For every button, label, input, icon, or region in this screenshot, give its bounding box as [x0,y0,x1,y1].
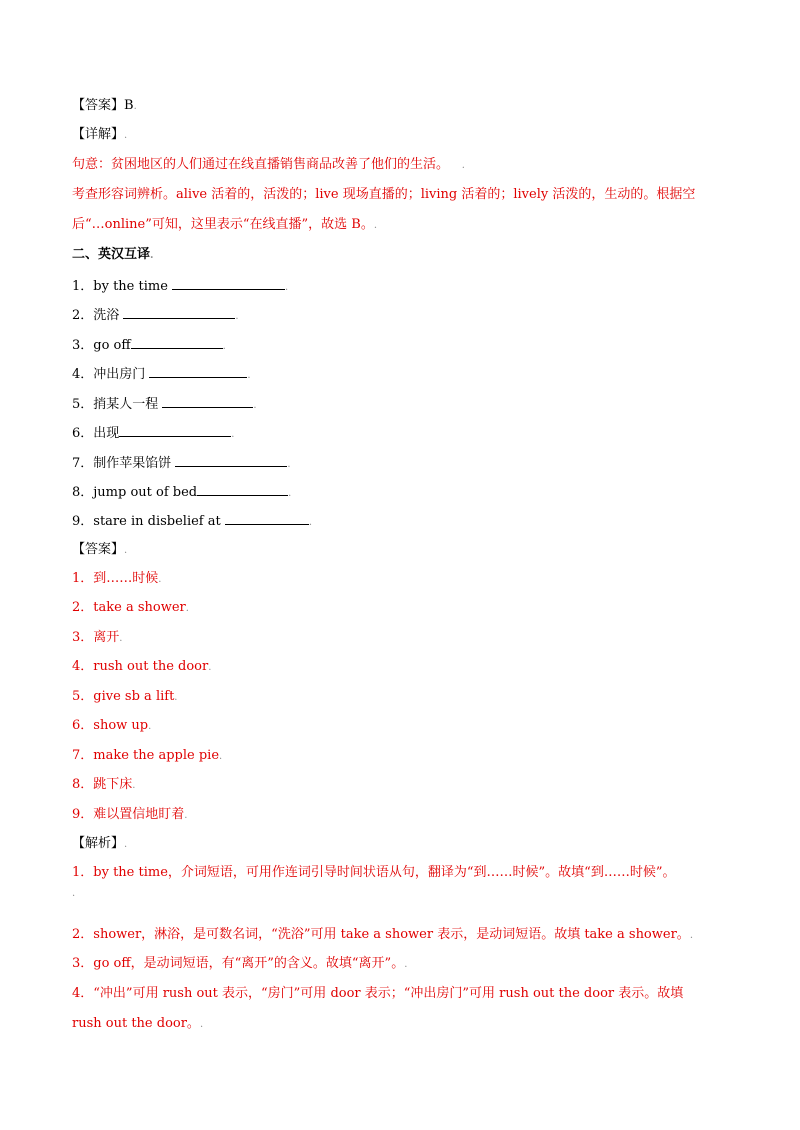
answer-item: 7．make the apple pie. [72,748,223,763]
answer-item: 3．离开. [72,630,123,645]
question-item: 1．by the time . [72,276,288,297]
explain-4-line-1: 4．“冲出”可用 rush out 表示，“房门”可用 door 表示；“冲出房门”可用 rush out the door 表示。故填 [72,986,684,1001]
answer-blank [131,335,223,349]
answer-blank [162,394,253,408]
answer-item: 9．难以置信地盯着. [72,807,188,822]
answer-blank [149,364,247,378]
analysis-line-2: 后“…online”可知，这里表示“在线直播”，故选 B。. [72,217,378,232]
answer-blank [172,276,285,290]
question-item: 7．制作苹果馅饼 . [72,453,291,474]
paragraph-mark: . [373,220,378,231]
question-item: 4．冲出房门 . [72,364,251,385]
explain-2: 2．shower，淋浴，是可数名词，“洗浴”可用 take a shower 表示，是动词短语。故填 take a shower。. [72,927,693,942]
question-item: 8．jump out of bed . [72,482,291,503]
paragraph-mark: . [124,545,128,556]
question-item: 3．go off . [72,335,226,356]
paragraph-mark: . [124,839,128,850]
answer-item: 4．rush out the door. [72,659,212,674]
explain-3: 3．go off，是动词短语，有“离开”的含义。故填“离开”。. [72,956,408,971]
paragraph-mark: . [150,250,154,261]
answer-item: 5．give sb a lift. [72,689,178,704]
detail-label: 【详解】 [72,127,125,142]
explain-1: 1．by the time，介词短语，可用作连词引导时间状语从句，翻译为“到……时候”。故填“到……时候”。 [72,865,676,880]
paragraph-mark: . [133,101,137,112]
answer-item: 8．跳下床. [72,777,136,792]
explain-4-line-2: rush out the door。. [72,1016,204,1031]
section-heading: 二、英汉互译. [72,247,154,262]
explain-label-line: 【解析】. [72,836,128,851]
answer-item: 1．到……时候. [72,571,162,586]
answer-blank [197,482,288,496]
answer-value: B [124,98,134,113]
detail-label-line [72,126,127,145]
answer-blank [123,305,235,319]
question-item: 2．洗浴 . [72,305,239,326]
answer-blank [175,453,287,467]
question-item: 5．捎某人一程 . [72,394,257,415]
paragraph-mark: . [72,888,76,899]
analysis-line-1: 考查形容词辨析。alive 活着的，活泼的；live 现场直播的；living 活着的；lively 活泼的，生动的。根据空 [72,187,696,202]
answer-line [72,97,137,116]
question-item: 6．出现 . [72,423,234,444]
answer-blank [119,423,231,437]
paragraph-mark: . [124,130,128,141]
answer-item: 2．take a shower. [72,600,189,615]
paragraph-mark: . [449,160,465,171]
sentence-meaning: 句意：贫困地区的人们通过在线直播销售商品改善了他们的生活。 . [72,157,465,172]
answer-label-line: 【答案】. [72,542,128,557]
answer-item: 6．show up. [72,718,152,733]
answer-label: 【答案】 [72,98,125,113]
question-item: 9．stare in disbelief at . [72,511,312,532]
answer-blank [225,511,309,525]
